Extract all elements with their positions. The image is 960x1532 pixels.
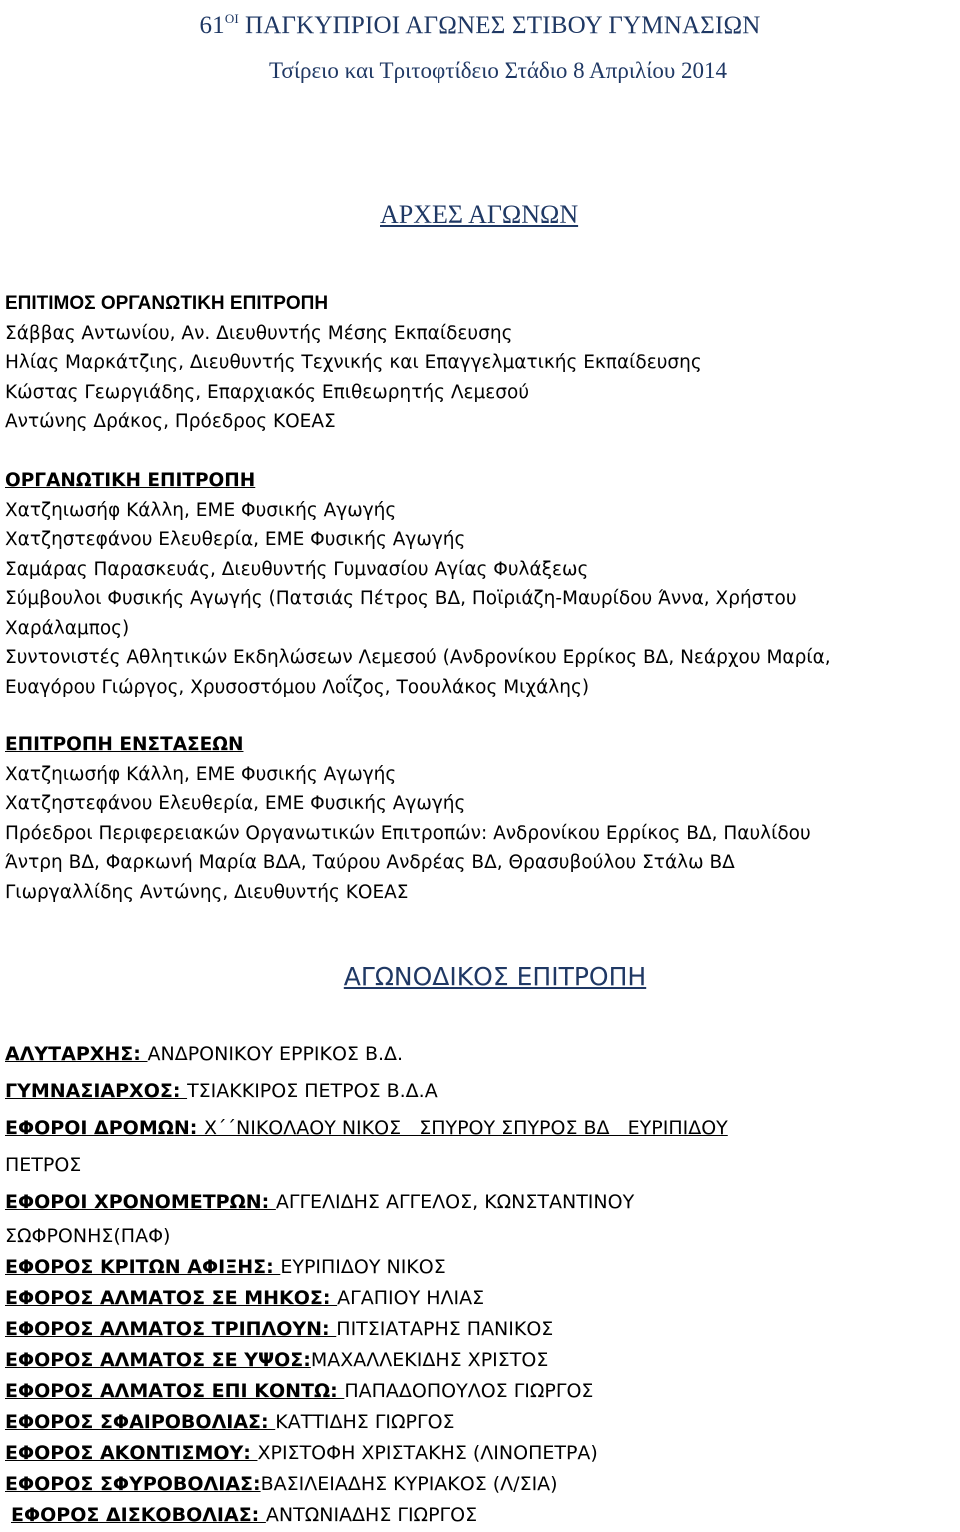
- honorary-member: Ηλίας Μαρκάτζιης, Διευθυντής Τεχνικής και Επαγγελματικής Εκπαίδευσης: [5, 352, 702, 373]
- organizing-heading: ΟΡΓΑΝΩΤΙΚΗ ΕΠΙΤΡΟΠΗ: [5, 470, 256, 491]
- official-row: [5, 1252, 957, 1283]
- official-row: [5, 1376, 957, 1407]
- title-number: 61: [199, 12, 225, 39]
- official-role: ΕΦΟΡΟΣ ΔΙΣΚΟΒΟΛΙΑΣ:: [11, 1504, 266, 1526]
- official-row: [5, 1438, 957, 1469]
- section-title: ΑΡΧΕΣ ΑΓΩΝΩΝ: [380, 200, 579, 229]
- official-role: ΑΛΥΤΑΡΧΗΣ:: [5, 1043, 148, 1065]
- official-row: [5, 1184, 957, 1221]
- official-role: ΕΦΟΡΟΣ ΑΛΜΑΤΟΣ ΣΕ ΥΨΟΣ:: [5, 1349, 311, 1371]
- appeals-committee: [5, 730, 957, 907]
- official-role: ΕΦΟΡΟΣ ΑΛΜΑΤΟΣ ΣΕ ΜΗΚΟΣ:: [5, 1287, 338, 1309]
- official-name: ΠΙΤΣΙΑΤΑΡΗΣ ΠΑΝΙΚΟΣ: [336, 1318, 554, 1340]
- official-role: ΕΦΟΡΟΣ ΣΦΑΙΡΟΒΟΛΙΑΣ:: [5, 1411, 276, 1433]
- organizing-member: Ευαγόρου Γιώργος, Χρυσοστόμου Λοΐζος, Τοουλάκος Μιχάλης): [5, 676, 590, 698]
- official-row: [5, 1110, 957, 1147]
- official-role: ΕΦΟΡΟΣ ΑΛΜΑΤΟΣ ΤΡΙΠΛΟΥΝ:: [5, 1318, 337, 1340]
- organizing-member: Συντονιστές Αθλητικών Εκδηλώσεων Λεμεσού (Ανδρονίκου Ερρίκος ΒΔ, Νεάρχου Μαρία,: [5, 647, 831, 668]
- appeals-member: Χατζηστεφάνου Ελευθερία, ΕΜΕ Φυσικής Αγωγής: [5, 793, 466, 814]
- jury-heading: ΑΓΩΝΟΔΙΚΟΣ ΕΠΙΤΡΟΠΗ: [343, 962, 647, 991]
- official-row: [5, 1073, 957, 1110]
- official-row: [5, 1283, 957, 1314]
- title-superscript: ΟΙ: [224, 11, 239, 26]
- document-title: [0, 2, 960, 43]
- official-name: ΠΑΠΑΔΟΠΟΥΛΟΣ ΓΙΩΡΓΟΣ: [344, 1380, 594, 1402]
- organizing-member: Χατζηιωσήφ Κάλλη, ΕΜΕ Φυσικής Αγωγής: [5, 499, 397, 521]
- official-role: ΕΦΟΡΟΣ ΑΚΟΝΤΙΣΜΟΥ:: [5, 1442, 258, 1464]
- official-name: ΤΣΙΑΚΚΙΡΟΣ ΠΕΤΡΟΣ Β.Δ.Α: [187, 1080, 438, 1102]
- official-row: [5, 1407, 957, 1438]
- honorary-committee: [5, 289, 957, 437]
- official-name: ΚΑΤΤΙΔΗΣ ΓΙΩΡΓΟΣ: [275, 1411, 455, 1433]
- honorary-heading: ΕΠΙΤΙΜΟΣ ΟΡΓΑΝΩΤΙΚΗ ΕΠΙΤΡΟΠΗ: [5, 293, 329, 314]
- honorary-member: Κώστας Γεωργιάδης, Επαρχιακός Επιθεωρητής Λεμεσού: [5, 381, 530, 403]
- official-row: [5, 1314, 957, 1345]
- appeals-member: Χατζηιωσήφ Κάλλη, ΕΜΕ Φυσικής Αγωγής: [5, 763, 397, 785]
- official-row: [5, 1345, 957, 1376]
- official-name: ΑΝΔΡΟΝΙΚΟΥ ΕΡΡΙΚΟΣ Β.Δ.: [147, 1043, 404, 1065]
- appeals-member: Πρόεδροι Περιφερειακών Οργανωτικών Επιτροπών: Ανδρονίκου Ερρίκος ΒΔ, Παυλίδου: [5, 822, 811, 844]
- official-row: [5, 1500, 957, 1531]
- official-name: Χ΄΄ΝΙΚΟΛΑΟΥ ΝΙΚΟΣ ΣΠΥΡΟΥ ΣΠΥΡΟΣ ΒΔ ΕΥΡΙΠΙΔΟΥ: [204, 1117, 728, 1139]
- official-row: [5, 1469, 957, 1500]
- official-row-continuation: ΠΕΤΡΟΣ: [5, 1154, 82, 1176]
- official-role: ΕΦΟΡΟΣ ΚΡΙΤΩΝ ΑΦΙΞΗΣ:: [5, 1256, 281, 1278]
- official-role: ΕΦΟΡΟΙ ΔΡΟΜΩΝ:: [5, 1117, 204, 1139]
- official-name: ΜΑΧΑΛΛΕΚΙΔΗΣ ΧΡΙΣΤΟΣ: [310, 1349, 549, 1371]
- document-subtitle: Τσίρειο και Τριτοφτίδειο Στάδιο 8 Απριλίου 2014: [268, 58, 728, 83]
- appeals-member: Γιωργαλλίδης Αντώνης, Διευθυντής ΚΟΕΑΣ: [5, 881, 409, 903]
- official-role: ΕΦΟΡΟΣ ΑΛΜΑΤΟΣ ΕΠΙ ΚΟΝΤΩ:: [5, 1380, 345, 1402]
- official-role: ΕΦΟΡΟΣ ΣΦΥΡΟΒΟΛΙΑΣ:: [5, 1473, 261, 1495]
- official-name: ΧΡΙΣΤΟΦΗ ΧΡΙΣΤΑΚΗΣ (ΛΙΝΟΠΕΤΡΑ): [257, 1442, 598, 1464]
- title-text: ΠΑΓΚΥΠΡΙΟΙ ΑΓΩΝΕΣ ΣΤΙΒΟΥ ΓΥΜΝΑΣΙΩΝ: [244, 12, 761, 39]
- official-name: ΑΓΑΠΙΟΥ ΗΛΙΑΣ: [337, 1287, 485, 1309]
- honorary-member: Αντώνης Δράκος, Πρόεδρος ΚΟΕΑΣ: [5, 411, 336, 432]
- official-row-continuation: ΣΩΦΡΟΝΗΣ(ΠΑΦ): [5, 1225, 171, 1247]
- appeals-heading: ΕΠΙΤΡΟΠΗ ΕΝΣΤΑΣΕΩΝ: [5, 734, 244, 755]
- official-name: ΒΑΣΙΛΕΙΑΔΗΣ ΚΥΡΙΑΚΟΣ (Λ/ΣΙΑ): [260, 1473, 558, 1495]
- honorary-member: Σάββας Αντωνίου, Αν. Διευθυντής Μέσης Εκπαίδευσης: [5, 322, 513, 344]
- official-name: ΑΓΓΕΛΙΔΗΣ ΑΓΓΕΛΟΣ, ΚΩΝΣΤΑΝΤΙΝΟΥ: [275, 1191, 635, 1213]
- official-role: ΓΥΜΝΑΣΙΑΡΧΟΣ:: [5, 1080, 188, 1102]
- officials-list: [5, 1036, 957, 1531]
- organizing-member: Σύμβουλοι Φυσικής Αγωγής (Πατσιάς Πέτρος ΒΔ, Ποϊριάζη-Μαυρίδου Άννα, Χρήστου: [5, 588, 797, 609]
- official-name: ΕΥΡΙΠΙΔΟΥ ΝΙΚΟΣ: [280, 1256, 446, 1278]
- organizing-member: Χαράλαμπος): [5, 617, 130, 639]
- organizing-committee: [5, 466, 957, 702]
- official-row: [5, 1036, 957, 1073]
- official-name: ΑΝΤΩΝΙΑΔΗΣ ΓΙΩΡΓΟΣ: [265, 1504, 478, 1526]
- official-role: ΕΦΟΡΟΙ ΧΡΟΝΟΜΕΤΡΩΝ:: [5, 1191, 276, 1213]
- organizing-member: Σαμάρας Παρασκευάς, Διευθυντής Γυμνασίου Αγίας Φυλάξεως: [5, 558, 589, 580]
- appeals-member: Άντρη ΒΔ, Φαρκωνή Μαρία ΒΔΑ, Ταύρου Ανδρέας ΒΔ, Θρασυβούλου Στάλω ΒΔ: [5, 852, 735, 873]
- organizing-member: Χατζηστεφάνου Ελευθερία, ΕΜΕ Φυσικής Αγωγής: [5, 529, 466, 550]
